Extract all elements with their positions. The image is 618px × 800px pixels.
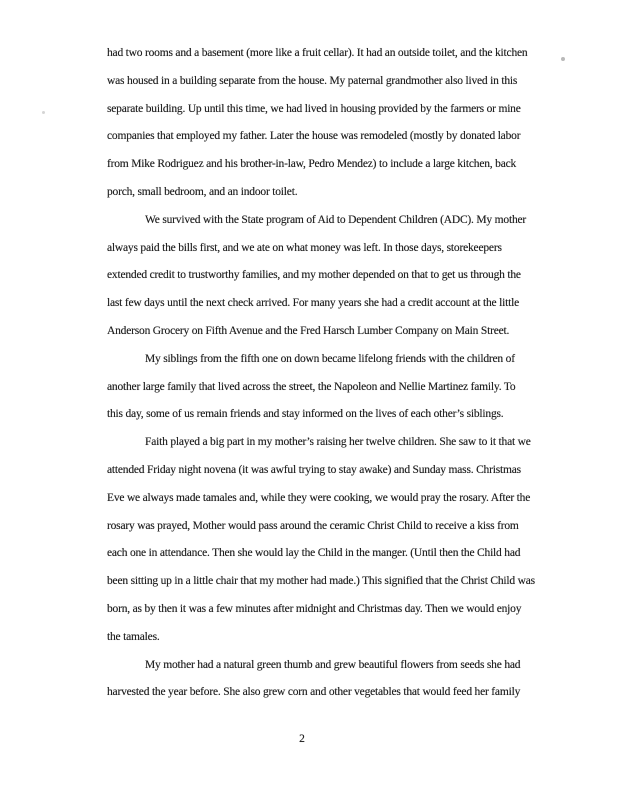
text-line: another large family that lived across the street, the Napoleon and Nellie Martinez family. To	[107, 380, 516, 393]
text-line: last few days until the next check arrived. For many years she had a credit account at the little	[107, 297, 520, 310]
text-line: from Mike Rodriguez and his brother-in-law, Pedro Mendez) to include a large kitchen, back	[107, 158, 517, 171]
text-line: each one in attendance. Then she would lay the Child in the manger. (Until then the Child had	[107, 547, 521, 560]
text-line: attended Friday night novena (it was awful trying to stay awake) and Sunday mass. Christmas	[107, 463, 521, 476]
page-number: 2	[299, 733, 305, 745]
text-line: porch, small bedroom, and an indoor toilet.	[107, 185, 298, 198]
text-line: Anderson Grocery on Fifth Avenue and the Fred Harsch Lumber Company on Main Street.	[107, 324, 510, 337]
text-line: Eve we always made tamales and, while they were cooking, we would pray the rosary. After the	[107, 491, 531, 504]
text-line: harvested the year before. She also grew corn and other vegetables that would feed her family	[107, 686, 521, 699]
text-line: this day, some of us remain friends and stay informed on the lives of each other’s siblings.	[107, 408, 504, 421]
text-line: companies that employed my father. Later the house was remodeled (mostly by donated labor	[107, 130, 521, 143]
scan-speck	[561, 57, 565, 61]
text-line: My mother had a natural green thumb and grew beautiful flowers from seeds she had	[145, 658, 521, 671]
text-line: separate building. Up until this time, we had lived in housing provided by the farmers or mine	[107, 102, 521, 115]
text-line: born, as by then it was a few minutes after midnight and Christmas day. Then we would enjoy	[107, 602, 522, 615]
text-line: had two rooms and a basement (more like a fruit cellar). It had an outside toilet, and the kitchen	[107, 47, 528, 59]
text-line: Faith played a big part in my mother’s raising her twelve children. She saw to it that we	[145, 436, 531, 449]
text-line: was housed in a building separate from the house. My paternal grandmother also lived in this	[107, 74, 518, 87]
body-text	[107, 40, 587, 707]
text-line: My siblings from the fifth one on down became lifelong friends with the children of	[145, 352, 515, 365]
text-line: the tamales.	[107, 630, 160, 643]
text-line: rosary was prayed, Mother would pass around the ceramic Christ Child to receive a kiss from	[107, 519, 519, 532]
scan-speck	[42, 111, 45, 114]
text-line: always paid the bills first, and we ate on what money was left. In those days, storekeepers	[107, 241, 502, 254]
text-line: extended credit to trustworthy families, and my mother depended on that to get us through the	[107, 269, 521, 282]
text-line: We survived with the State program of Aid to Dependent Children (ADC). My mother	[145, 213, 527, 226]
text-line: been sitting up in a little chair that my mother had made.) This signified that the Christ Child was	[107, 575, 535, 588]
